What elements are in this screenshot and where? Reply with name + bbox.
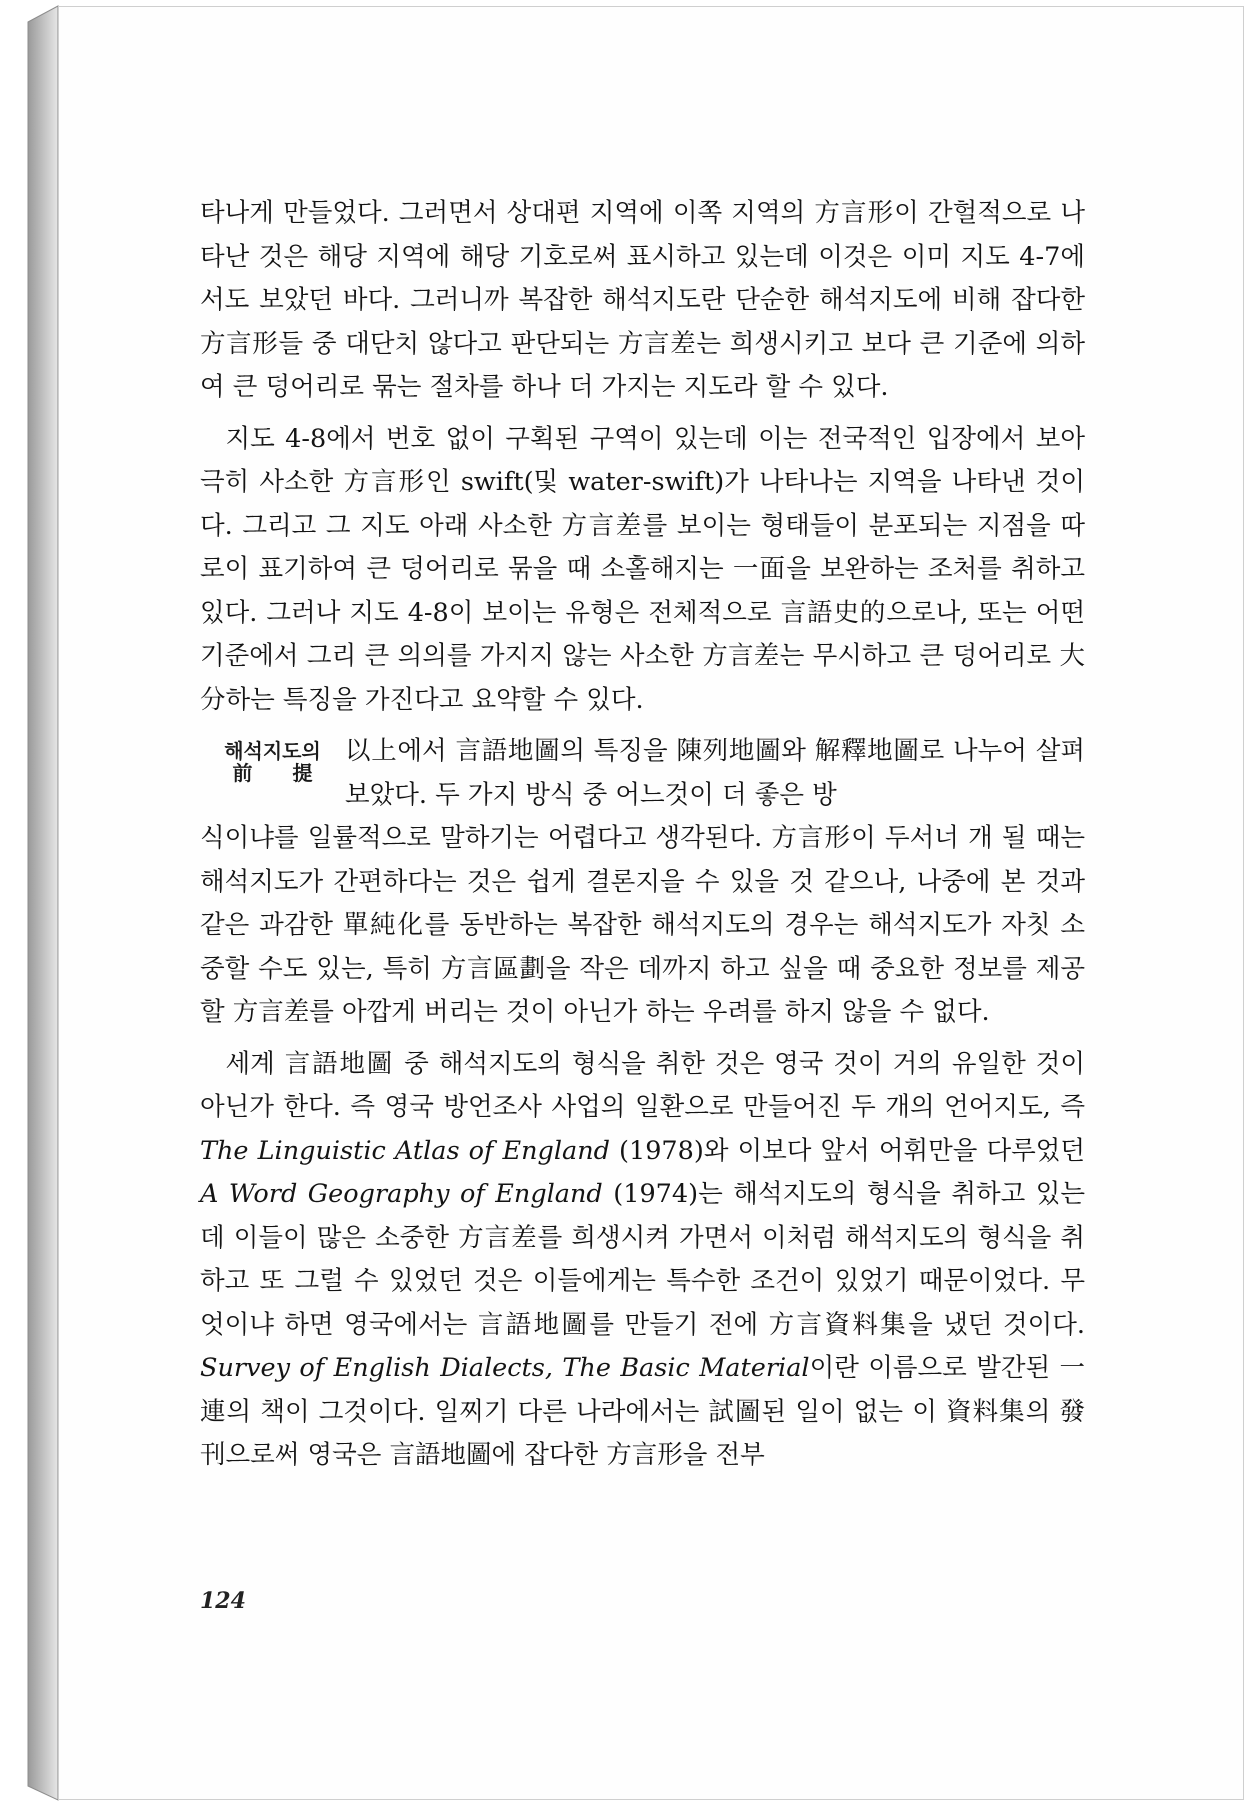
page-number: 124 bbox=[200, 1588, 246, 1614]
side-heading-line: 해석지도의 bbox=[224, 739, 321, 763]
paragraph bbox=[200, 1043, 1085, 1478]
text-run: (1978)와 이보다 앞서 어휘만을 다루었던 bbox=[609, 1135, 1086, 1166]
body-text bbox=[200, 192, 1085, 1486]
side-heading bbox=[200, 730, 345, 817]
side-heading-line: 前 提 bbox=[232, 761, 313, 785]
book-title: Survey of English Dialects, The Basic Material bbox=[200, 1353, 810, 1383]
text-run: 세계 言語地圖 중 해석지도의 형식을 취한 것은 영국 것이 거의 유일한 것이 아닌가 한다. 즉 영국 방언조사 사업의 일환으로 만들어진 두 개의 언어지도, 즉 bbox=[200, 1048, 1085, 1122]
book-title: The Linguistic Atlas of England bbox=[200, 1135, 610, 1166]
side-heading-row bbox=[200, 730, 1085, 817]
paragraph: 타나게 만들었다. 그러면서 상대편 지역에 이쪽 지역의 方言形이 간헐적으로 나타난 것은 해당 지역에 해당 기호로써 표시하고 있는데 이것은 이미 지도 4-7에서도 보았던 바다. 그러니까 복잡한 해석지도란 단순한 해석지도에 비해 잡다한 方言形들 중 대단치 않다고 판단되는 方言差는 희생시키고 보다 큰 기준에 의하여 큰 덩어리로 묶는 절차를 하나 더 가지는 지도라 할 수 있다. bbox=[200, 198, 1085, 402]
text-run: (1974)는 해석지도의 형식을 취하고 있는데 이들이 많은 소중한 方言差를 희생시켜 가면서 이처럼 해석지도의 형식을 취하고 또 그럴 수 있었던 것은 이들에게는 특수한 조건이 있었기 때문이었다. 무엇이냐 하면 영국에서는 言語地圖를 만들기 전에 方言資料集을 냈던 것이다. bbox=[200, 1179, 1085, 1340]
paragraph: 지도 4-8에서 번호 없이 구획된 구역이 있는데 이는 전국적인 입장에서 보아 극히 사소한 方言形인 swift(및 water-swift)가 나타나는 지역을 나타낸 것이다. 그리고 그 지도 아래 사소한 方言差를 보이는 형태들이 분포되는 지점을 따로이 표기하여 큰 덩어리로 묶을 때 소홀해지는 一面을 보완하는 조처를 취하고 있다. 그러나 지도 4-8이 보이는 유형은 전체적으로 言語史的으로나, 또는 어떤 기준에서 그리 큰 의의를 가지지 않는 사소한 方言差는 무시하고 큰 덩어리로 大分하는 특징을 가진다고 요약할 수 있다. bbox=[200, 423, 1085, 715]
paragraph-start: 以上에서 言語地圖의 특징을 陳列地圖와 解釋地圖로 나누어 살펴보았다. 두 가지 방식 중 어느것이 더 좋은 방 bbox=[345, 736, 1085, 810]
text-run: 이란 이름으로 발간된 一連의 책이 그것이다. 일찌기 다른 나라에서는 試圖된 일이 없는 이 資料集의 發刊으로써 영국은 言語地圖에 잡다한 方言形을 전부 bbox=[200, 1353, 1086, 1470]
book-title: A Word Geography of England bbox=[200, 1179, 603, 1209]
paragraph: 식이냐를 일률적으로 말하기는 어렵다고 생각된다. 方言形이 두서너 개 될 때는 해석지도가 간편하다는 것은 쉽게 결론지을 수 있을 것 같으나, 나중에 본 것과 같은 과감한 單純化를 동반하는 복잡한 해석지도의 경우는 해석지도가 자칫 소중할 수도 있는, 특히 方言區劃을 작은 데까지 하고 싶을 때 중요한 정보를 제공할 方言差를 아깝게 버리는 것이 아닌가 하는 우려를 하지 않을 수 없다. bbox=[200, 823, 1085, 1027]
